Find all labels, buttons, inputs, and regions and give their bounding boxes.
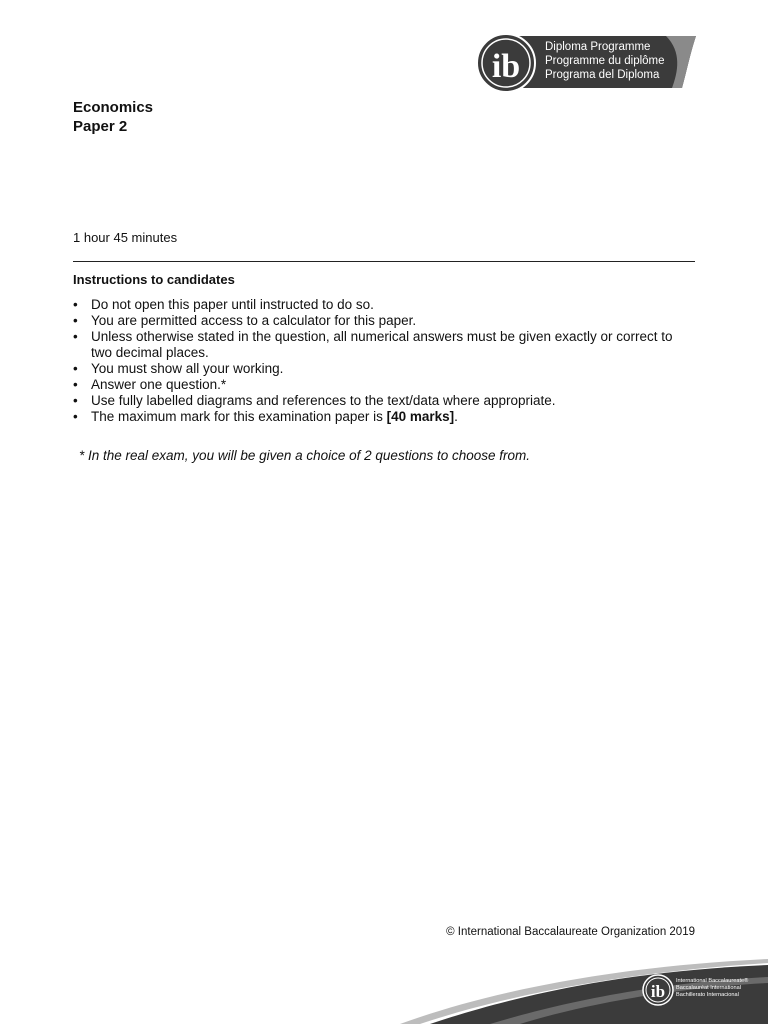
- banner-line-french: Programme du diplôme: [545, 55, 665, 67]
- instruction-item: • Answer one question.*: [73, 377, 227, 392]
- exam-choice-note: * In the real exam, you will be given a choice of 2 questions to choose from.: [79, 448, 530, 463]
- exam-duration: 1 hour 45 minutes: [73, 230, 178, 245]
- instruction-text: Do not open this paper until instructed to do so.: [91, 297, 374, 312]
- copyright-notice: © International Baccalaureate Organization 2019: [446, 926, 695, 938]
- instruction-text: You are permitted access to a calculator for this paper.: [91, 313, 417, 328]
- instruction-item: • You must show all your working.: [73, 361, 284, 376]
- ib-diploma-banner: [476, 34, 698, 94]
- exam-paper-number: Paper 2: [73, 118, 128, 135]
- instructions-list: [73, 297, 695, 425]
- instruction-text: Unless otherwise stated in the question, all numerical answers must be given exactly or correct to two decimal places.: [91, 329, 673, 360]
- footer-line-french: Baccalauréat International: [676, 985, 741, 991]
- ib-banner-text: [545, 40, 665, 82]
- instruction-item: • Do not open this paper until instructed to do so.: [73, 297, 374, 312]
- instruction-item-max-marks: • The maximum mark for this examination paper is [40 marks].: [73, 409, 458, 424]
- divider-line: [73, 261, 695, 262]
- instruction-text: Use fully labelled diagrams and references to the text/data where appropriate.: [91, 393, 556, 408]
- svg-text:ib: ib: [650, 982, 666, 1001]
- instruction-item: • Use fully labelled diagrams and references to the text/data where appropriate.: [73, 393, 556, 408]
- instruction-text: Answer one question.*: [91, 377, 227, 392]
- max-marks-prefix: The maximum mark for this examination paper is: [91, 409, 387, 424]
- instruction-item: • Unless otherwise stated in the question, all numerical answers must be given exactly or correct to two decimal places.: [73, 329, 673, 360]
- footer-line-english: International Baccalaureate®: [676, 978, 749, 984]
- svg-text:ib: ib: [491, 48, 521, 85]
- exam-subject: Economics: [73, 99, 154, 116]
- instruction-item: • You are permitted access to a calculator for this paper.: [73, 313, 417, 328]
- max-marks-suffix: .: [454, 409, 458, 424]
- instructions-heading: Instructions to candidates: [73, 272, 235, 287]
- banner-line-spanish: Programa del Diploma: [545, 69, 660, 81]
- footer-line-spanish: Bachillerato Internacional: [676, 992, 739, 998]
- max-marks-value: [40 marks]: [386, 409, 455, 424]
- footer-ib-text: [676, 978, 748, 999]
- banner-line-english: Diploma Programme: [545, 41, 651, 53]
- instruction-text: You must show all your working.: [91, 361, 284, 376]
